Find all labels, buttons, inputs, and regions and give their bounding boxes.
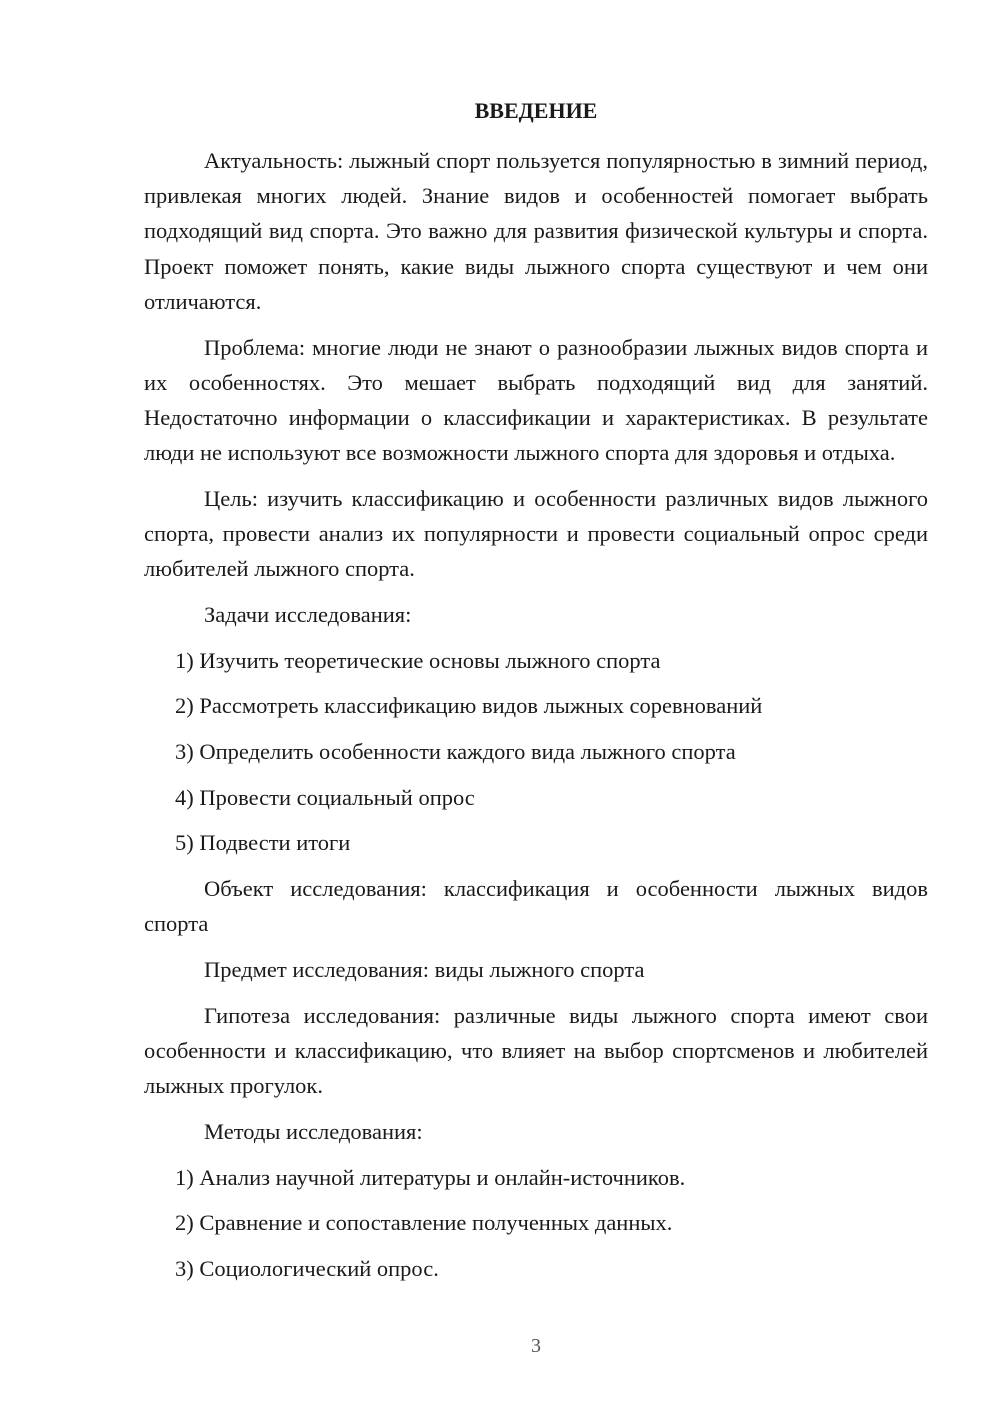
methods-list: [144, 1160, 928, 1287]
task-item: 3) Определить особенности каждого вида лыжного спорта: [175, 739, 736, 765]
methods-heading: Методы исследования:: [204, 1118, 423, 1144]
goal-paragraph: Цель: изучить классификацию и особенности различных видов лыжного спорта, провести анализ их популярности и провести социальный опрос среди любителей лыжного спорта.: [144, 485, 928, 582]
task-item: 2) Рассмотреть классификацию видов лыжных соревнований: [175, 693, 763, 719]
introduction-body: [144, 143, 928, 1297]
task-item: 4) Провести социальный опрос: [175, 784, 475, 810]
task-item: 1) Изучить теоретические основы лыжного спорта: [175, 647, 661, 673]
tasks-list: [144, 643, 928, 861]
tasks-heading: Задачи исследования:: [204, 601, 412, 627]
hypothesis-paragraph: Гипотеза исследования: различные виды лыжного спорта имеют свои особенности и классификацию, что влияет на выбор спортсменов и любителей лыжных прогулок.: [144, 1002, 928, 1099]
relevance-paragraph: Актуальность: лыжный спорт пользуется популярностью в зимний период, привлекая многих людей. Знание видов и особенностей помогает выбрать подходящий вид спорта. Это важно для развития физической культуры и спорта. Проект поможет понять, какие виды лыжного спорта существуют и чем они отличаются.: [144, 148, 928, 314]
method-item: 2) Сравнение и сопоставление полученных данных.: [175, 1210, 673, 1236]
subject-paragraph: Предмет исследования: виды лыжного спорта: [204, 957, 645, 983]
page-number: 3: [531, 1335, 541, 1357]
method-item: 1) Анализ научной литературы и онлайн-источников.: [175, 1164, 686, 1190]
section-title: ВВЕДЕНИЕ: [474, 98, 598, 123]
object-paragraph: Объект исследования: классификация и особенности лыжных видов спорта: [144, 876, 928, 937]
method-item: 3) Социологический опрос.: [175, 1255, 439, 1281]
task-item: 5) Подвести итоги: [175, 830, 351, 856]
problem-paragraph: Проблема: многие люди не знают о разнообразии лыжных видов спорта и их особенностях. Это мешает выбрать подходящий вид для занятий. Недостаточно информации о классификации и характеристиках. В результате люди не используют все возможности лыжного спорта для здоровья и отдыха.: [144, 334, 928, 466]
